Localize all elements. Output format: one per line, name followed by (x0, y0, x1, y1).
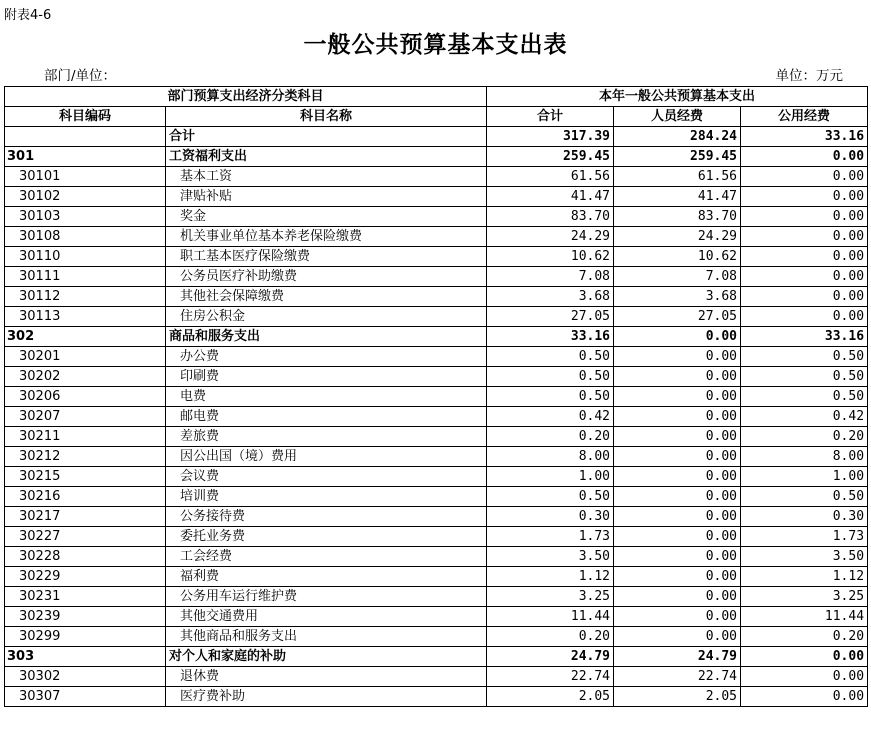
cell-code: 30216 (5, 487, 166, 507)
header-public: 公用经费 (741, 107, 868, 127)
cell-name: 电费 (166, 387, 487, 407)
cell-total: 27.05 (487, 307, 614, 327)
cell-total: 0.50 (487, 347, 614, 367)
cell-personnel: 61.56 (614, 167, 741, 187)
cell-public: 1.73 (741, 527, 868, 547)
cell-public: 33.16 (741, 327, 868, 347)
cell-total: 24.79 (487, 647, 614, 667)
cell-name: 津贴补贴 (166, 187, 487, 207)
cell-name: 公务用车运行维护费 (166, 587, 487, 607)
table-row (5, 587, 868, 607)
cell-code: 30307 (5, 687, 166, 707)
cell-public: 0.50 (741, 487, 868, 507)
cell-personnel: 0.00 (614, 467, 741, 487)
cell-personnel: 0.00 (614, 527, 741, 547)
cell-personnel: 7.08 (614, 267, 741, 287)
cell-total: 11.44 (487, 607, 614, 627)
unit-label: 单位：万元 (775, 68, 843, 84)
cell-total: 3.50 (487, 547, 614, 567)
cell-total: 3.68 (487, 287, 614, 307)
cell-personnel: 2.05 (614, 687, 741, 707)
cell-code: 30229 (5, 567, 166, 587)
cell-public: 0.00 (741, 167, 868, 187)
cell-code: 30211 (5, 427, 166, 447)
cell-code: 30112 (5, 287, 166, 307)
header-group-right: 本年一般公共预算基本支出 (487, 87, 868, 107)
cell-personnel: 0.00 (614, 487, 741, 507)
table-row (5, 567, 868, 587)
category-row (5, 147, 868, 167)
cell-public: 0.00 (741, 227, 868, 247)
department-label: 部门/单位： (44, 68, 117, 84)
table-row (5, 627, 868, 647)
cell-code: 30212 (5, 447, 166, 467)
cell-personnel: 0.00 (614, 627, 741, 647)
cell-personnel: 0.00 (614, 587, 741, 607)
cell-code: 30111 (5, 267, 166, 287)
cell-name: 基本工资 (166, 167, 487, 187)
header-code: 科目编码 (5, 107, 166, 127)
cell-public: 0.00 (741, 247, 868, 267)
cell-total: 7.08 (487, 267, 614, 287)
cell-name: 邮电费 (166, 407, 487, 427)
cell-public: 3.25 (741, 587, 868, 607)
cell-code: 30207 (5, 407, 166, 427)
cell-code: 30299 (5, 627, 166, 647)
cell-code: 30103 (5, 207, 166, 227)
cell-personnel: 22.74 (614, 667, 741, 687)
category-row (5, 327, 868, 347)
table-row (5, 227, 868, 247)
cell-code: 30228 (5, 547, 166, 567)
table-row (5, 247, 868, 267)
cell-code: 30102 (5, 187, 166, 207)
cell-total: 0.42 (487, 407, 614, 427)
appendix-ref: 附表4-6 (4, 8, 52, 23)
cell-name: 公务接待费 (166, 507, 487, 527)
cell-personnel: 41.47 (614, 187, 741, 207)
category-row (5, 647, 868, 667)
cell-public: 0.00 (741, 667, 868, 687)
cell-personnel: 0.00 (614, 447, 741, 467)
cell-public: 0.00 (741, 187, 868, 207)
table-row (5, 407, 868, 427)
cell-total: 0.20 (487, 627, 614, 647)
cell-total: 10.62 (487, 247, 614, 267)
cell-code: 30206 (5, 387, 166, 407)
header-group-row (5, 87, 868, 107)
cell-public: 8.00 (741, 447, 868, 467)
cell-total: 0.30 (487, 507, 614, 527)
cell-code: 30239 (5, 607, 166, 627)
table-row (5, 187, 868, 207)
cell-personnel: 24.79 (614, 647, 741, 667)
cell-total: 33.16 (487, 327, 614, 347)
table-row (5, 267, 868, 287)
cell-personnel: 259.45 (614, 147, 741, 167)
cell-name: 医疗费补助 (166, 687, 487, 707)
cell-total: 0.20 (487, 427, 614, 447)
cell-total: 317.39 (487, 127, 614, 147)
cell-total: 41.47 (487, 187, 614, 207)
cell-public: 0.00 (741, 647, 868, 667)
cell-name: 其他社会保障缴费 (166, 287, 487, 307)
cell-total: 259.45 (487, 147, 614, 167)
table-row (5, 387, 868, 407)
cell-name: 其他商品和服务支出 (166, 627, 487, 647)
cell-code: 30113 (5, 307, 166, 327)
cell-name: 会议费 (166, 467, 487, 487)
cell-code: 303 (5, 647, 166, 667)
cell-public: 0.20 (741, 427, 868, 447)
page-title: 一般公共预算基本支出表 (303, 32, 568, 58)
table-row (5, 507, 868, 527)
cell-name: 差旅费 (166, 427, 487, 447)
cell-public: 0.00 (741, 207, 868, 227)
cell-personnel: 0.00 (614, 367, 741, 387)
cell-public: 0.50 (741, 347, 868, 367)
cell-total: 83.70 (487, 207, 614, 227)
cell-personnel: 27.05 (614, 307, 741, 327)
cell-total: 61.56 (487, 167, 614, 187)
cell-name: 住房公积金 (166, 307, 487, 327)
cell-name: 商品和服务支出 (166, 327, 487, 347)
header-total: 合计 (487, 107, 614, 127)
cell-personnel: 0.00 (614, 327, 741, 347)
cell-personnel: 0.00 (614, 427, 741, 447)
cell-total: 0.50 (487, 367, 614, 387)
table-row (5, 427, 868, 447)
table-row (5, 307, 868, 327)
cell-name: 合计 (166, 127, 487, 147)
cell-name: 培训费 (166, 487, 487, 507)
cell-total: 22.74 (487, 667, 614, 687)
cell-total: 3.25 (487, 587, 614, 607)
table-row (5, 367, 868, 387)
cell-public: 0.50 (741, 367, 868, 387)
cell-code: 30110 (5, 247, 166, 267)
cell-personnel: 0.00 (614, 507, 741, 527)
cell-name: 委托业务费 (166, 527, 487, 547)
cell-personnel: 284.24 (614, 127, 741, 147)
header-personnel: 人员经费 (614, 107, 741, 127)
cell-code: 30302 (5, 667, 166, 687)
table-row (5, 467, 868, 487)
cell-name: 奖金 (166, 207, 487, 227)
cell-personnel: 83.70 (614, 207, 741, 227)
table-row (5, 607, 868, 627)
table-row (5, 207, 868, 227)
table-row (5, 287, 868, 307)
cell-public: 0.42 (741, 407, 868, 427)
cell-code: 30215 (5, 467, 166, 487)
header-column-row (5, 107, 868, 127)
table-row (5, 347, 868, 367)
cell-public: 1.00 (741, 467, 868, 487)
cell-personnel: 3.68 (614, 287, 741, 307)
cell-personnel: 10.62 (614, 247, 741, 267)
cell-name: 职工基本医疗保险缴费 (166, 247, 487, 267)
cell-public: 0.00 (741, 687, 868, 707)
cell-personnel: 24.29 (614, 227, 741, 247)
cell-personnel: 0.00 (614, 607, 741, 627)
cell-public: 0.00 (741, 307, 868, 327)
cell-public: 1.12 (741, 567, 868, 587)
table-row (5, 167, 868, 187)
cell-code: 30217 (5, 507, 166, 527)
cell-name: 工资福利支出 (166, 147, 487, 167)
cell-name: 退休费 (166, 667, 487, 687)
table-row (5, 667, 868, 687)
cell-name: 其他交通费用 (166, 607, 487, 627)
cell-total: 1.73 (487, 527, 614, 547)
cell-total: 0.50 (487, 387, 614, 407)
cell-total: 2.05 (487, 687, 614, 707)
cell-code: 30227 (5, 527, 166, 547)
cell-total: 24.29 (487, 227, 614, 247)
cell-public: 0.00 (741, 267, 868, 287)
cell-personnel: 0.00 (614, 567, 741, 587)
table-row (5, 487, 868, 507)
cell-code: 30101 (5, 167, 166, 187)
cell-public: 0.00 (741, 147, 868, 167)
cell-public: 0.20 (741, 627, 868, 647)
header-group-left: 部门预算支出经济分类科目 (5, 87, 487, 107)
cell-personnel: 0.00 (614, 547, 741, 567)
cell-total: 1.12 (487, 567, 614, 587)
cell-name: 工会经费 (166, 547, 487, 567)
cell-personnel: 0.00 (614, 387, 741, 407)
cell-public: 3.50 (741, 547, 868, 567)
cell-code: 302 (5, 327, 166, 347)
cell-code: 30201 (5, 347, 166, 367)
cell-personnel: 0.00 (614, 407, 741, 427)
cell-code: 30108 (5, 227, 166, 247)
cell-code: 301 (5, 147, 166, 167)
cell-name: 对个人和家庭的补助 (166, 647, 487, 667)
cell-personnel: 0.00 (614, 347, 741, 367)
cell-total: 8.00 (487, 447, 614, 467)
cell-name: 办公费 (166, 347, 487, 367)
header-name: 科目名称 (166, 107, 487, 127)
table-row (5, 447, 868, 467)
cell-code: 30202 (5, 367, 166, 387)
cell-public: 0.50 (741, 387, 868, 407)
total-row (5, 127, 868, 147)
expenditure-table (4, 86, 868, 707)
cell-name: 因公出国（境）费用 (166, 447, 487, 467)
cell-public: 33.16 (741, 127, 868, 147)
cell-code (5, 127, 166, 147)
cell-name: 印刷费 (166, 367, 487, 387)
cell-total: 1.00 (487, 467, 614, 487)
table-row (5, 687, 868, 707)
cell-total: 0.50 (487, 487, 614, 507)
cell-name: 机关事业单位基本养老保险缴费 (166, 227, 487, 247)
cell-public: 11.44 (741, 607, 868, 627)
table-row (5, 527, 868, 547)
cell-public: 0.00 (741, 287, 868, 307)
cell-name: 公务员医疗补助缴费 (166, 267, 487, 287)
cell-code: 30231 (5, 587, 166, 607)
cell-name: 福利费 (166, 567, 487, 587)
cell-public: 0.30 (741, 507, 868, 527)
table-row (5, 547, 868, 567)
